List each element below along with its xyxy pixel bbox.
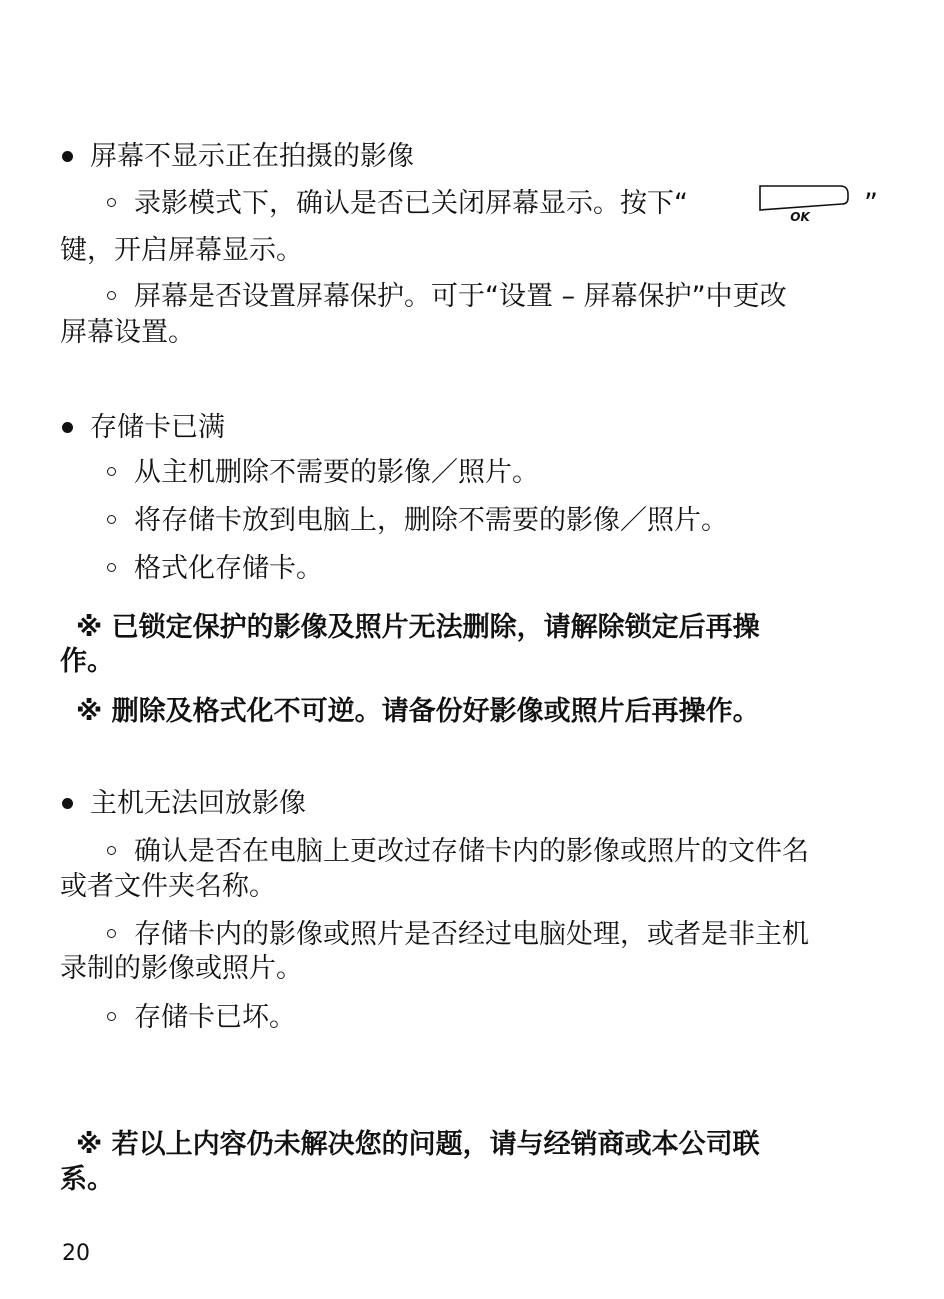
playback-item2-line2: 录制的影像或照片。 <box>60 953 303 984</box>
page-number: 20 <box>62 1241 90 1266</box>
circle-bullet-icon <box>107 515 116 524</box>
card-full-item: 将存储卡放到电脑上，删除不需要的影像／照片。 <box>134 505 728 536</box>
section-heading-screen: 屏幕不显示正在拍摄的影像 <box>90 141 414 172</box>
bullet-icon <box>62 151 73 162</box>
playback-item1-line1: 确认是否在电脑上更改过存储卡内的影像或照片的文件名 <box>134 836 809 867</box>
bullet-icon <box>62 798 73 809</box>
note-locked-line1: ※ 已锁定保护的影像及照片无法删除，请解除锁定后再操 <box>76 612 760 643</box>
screen-item2-line2: 屏幕设置。 <box>60 317 195 348</box>
playback-item2-line1: 存储卡内的影像或照片是否经过电脑处理，或者是非主机 <box>134 919 809 950</box>
screen-item1-close-quote: ” <box>864 188 878 219</box>
screen-item1-line1: 录影模式下，确认是否已关闭屏幕显示。按下“ <box>134 188 688 219</box>
circle-bullet-icon <box>107 1012 116 1021</box>
bullet-icon <box>62 422 73 433</box>
ok-key-label: OK <box>790 210 810 222</box>
playback-item1-line2: 或者文件夹名称。 <box>60 871 276 902</box>
screen-item1-line2: 键，开启屏幕显示。 <box>60 235 303 266</box>
circle-bullet-icon <box>107 846 116 855</box>
section-heading-card-full: 存储卡已满 <box>90 412 225 443</box>
circle-bullet-icon <box>107 563 116 572</box>
card-full-item: 从主机删除不需要的影像／照片。 <box>134 457 539 488</box>
contact-note-line2: 系。 <box>60 1164 114 1195</box>
note-irreversible: ※ 删除及格式化不可逆。请备份好影像或照片后再操作。 <box>76 696 760 727</box>
playback-item3: 存储卡已坏。 <box>134 1002 296 1033</box>
ok-button-icon <box>756 180 852 222</box>
circle-bullet-icon <box>107 198 116 207</box>
circle-bullet-icon <box>107 929 116 938</box>
note-locked-line2: 作。 <box>60 646 114 677</box>
section-heading-playback: 主机无法回放影像 <box>90 788 306 819</box>
circle-bullet-icon <box>107 291 116 300</box>
contact-note-line1: ※ 若以上内容仍未解决您的问题，请与经销商或本公司联 <box>76 1129 760 1160</box>
screen-item2-line1: 屏幕是否设置屏幕保护。可于“设置 – 屏幕保护”中更改 <box>134 281 787 312</box>
circle-bullet-icon <box>107 467 116 476</box>
card-full-item: 格式化存储卡。 <box>134 553 323 584</box>
